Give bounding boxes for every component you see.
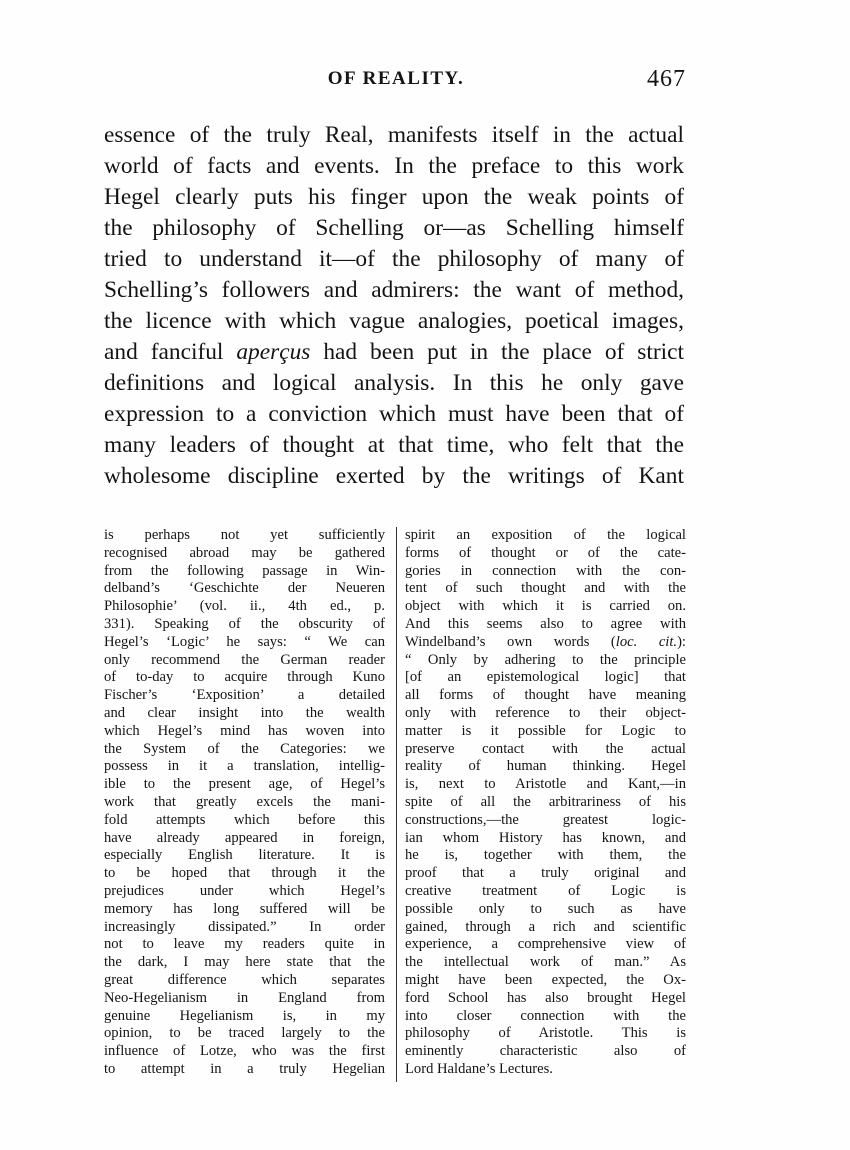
footnote-line: Hegel’s ‘Logic’ he says: “ We can [104, 633, 385, 650]
footnote-line: ible to the present age, of Hegel’s [104, 776, 385, 793]
body-line: definitions and logical analysis. In this he only gave [104, 370, 684, 396]
footnote-line: tent of such thought and with the [405, 580, 686, 597]
footnote-line: preserve contact with the actual [405, 740, 686, 757]
footnote-line: of to-day to acquire through Kuno [104, 669, 385, 686]
footnote-line: he is, together with them, the [405, 847, 686, 864]
page-number: 467 [647, 66, 686, 92]
footnote-line: especially English literature. It is [104, 847, 385, 864]
footnote-line: experience, a comprehensive view of [405, 936, 686, 953]
footnote-line: from the following passage in Win- [104, 562, 385, 579]
body-line: expression to a conviction which must have been that of [104, 401, 684, 427]
footnote-line: 331). Speaking of the obscurity of [104, 615, 385, 632]
footnote-line: is perhaps not yet sufficiently [104, 527, 385, 543]
footnote-line: proof that a truly original and [405, 865, 686, 882]
footnote [104, 527, 686, 1087]
footnote-line: opinion, to be traced largely to the [104, 1025, 385, 1042]
footnote-line: and clear insight into the wealth [104, 704, 385, 721]
footnote-line: increasingly dissipated.” In order [104, 918, 385, 935]
body-line: the licence with which vague analogies, poetical images, [104, 308, 684, 334]
footnote-line: the System of the Categories: we [104, 740, 385, 757]
footnote-line: to attempt in a truly Hegelian [104, 1060, 385, 1077]
footnote-line: all forms of thought have meaning [405, 687, 686, 704]
body-line: essence of the truly Real, manifests itself in the actual [104, 122, 684, 148]
main-text [104, 120, 684, 492]
footnote-line: eminently characteristic also of [405, 1043, 686, 1060]
running-head [100, 66, 692, 94]
footnote-line: spite of all the arbitrariness of his [405, 793, 686, 810]
body-line: Hegel clearly puts his finger upon the weak points of [104, 184, 684, 210]
footnote-line: great difference which separates [104, 971, 385, 988]
footnote-line: which Hegel’s mind has woven into [104, 722, 385, 739]
body-line: the philosophy of Schelling or—as Schelling himself [104, 215, 684, 241]
footnote-line: [of an epistemological logic] that [405, 669, 686, 686]
footnote-line: matter is it possible for Logic to [405, 722, 686, 739]
body-line: world of facts and events. In the preface to this work [104, 153, 684, 179]
footnote-line: And this seems also to agree with [405, 615, 686, 632]
footnote-line: Lord Haldane’s Lectures. [405, 1060, 553, 1077]
footnote-line: recognised abroad may be gathered [104, 544, 385, 561]
footnote-line: Philosophie’ (vol. ii., 4th ed., p. [104, 598, 385, 615]
footnote-line: spirit an exposition of the logical [405, 527, 686, 543]
footnote-column-left [104, 527, 385, 1079]
footnote-line: gained, through a rich and scientific [405, 918, 686, 935]
footnote-line: to be hoped that through it the [104, 865, 385, 882]
footnote-column-right [405, 527, 686, 1079]
footnote-line: creative treatment of Logic is [405, 882, 686, 899]
footnote-line: into closer connection with the [405, 1007, 686, 1024]
footnote-line: fold attempts which before this [104, 811, 385, 828]
footnote-line: delband’s ‘Geschichte der Neueren [104, 580, 385, 597]
body-line: tried to understand it—of the philosophy of many of [104, 246, 684, 272]
footnote-line: work that greatly excels the mani- [104, 793, 385, 810]
footnote-line: “ Only by adhering to the principle [405, 651, 686, 668]
footnote-line: the intellectual work of man.” As [405, 954, 686, 971]
footnote-line: ian whom History has known, and [405, 829, 686, 846]
footnote-line: object with which it is carried on. [405, 598, 686, 615]
footnote-line: Fischer’s ‘Exposition’ a detailed [104, 687, 385, 704]
body-line: and fanciful aperçus had been put in the place of strict [104, 339, 684, 365]
column-divider [396, 527, 397, 1082]
footnote-line: prejudices under which Hegel’s [104, 882, 385, 899]
footnote-line: possible only to such as have [405, 900, 686, 917]
footnote-line: might have been expected, the Ox- [405, 971, 686, 988]
footnote-line: is, next to Aristotle and Kant,—in [405, 776, 686, 793]
footnote-line: Windelband’s own words (loc. cit.): [405, 633, 686, 650]
body-line: wholesome discipline exerted by the writings of Kant [104, 463, 684, 489]
footnote-line: genuine Hegelianism is, in my [104, 1007, 385, 1024]
footnote-line: constructions,—the greatest logic- [405, 811, 686, 828]
footnote-line: Neo-Hegelianism in England from [104, 989, 385, 1006]
footnote-line: forms of thought or of the cate- [405, 544, 686, 561]
footnote-line: have already appeared in foreign, [104, 829, 385, 846]
footnote-line: not to leave my readers quite in [104, 936, 385, 953]
footnote-line: ford School has also brought Hegel [405, 989, 686, 1006]
footnote-line: only with reference to their object- [405, 704, 686, 721]
footnote-line: the dark, I may here state that the [104, 954, 385, 971]
footnote-line: memory has long suffered will be [104, 900, 385, 917]
footnote-line: reality of human thinking. Hegel [405, 758, 686, 775]
footnote-line: philosophy of Aristotle. This is [405, 1025, 686, 1042]
running-title: OF REALITY. [327, 68, 465, 89]
footnote-line: influence of Lotze, who was the first [104, 1043, 385, 1060]
body-line: Schelling’s followers and admirers: the want of method, [104, 277, 684, 303]
footnote-line: gories in connection with the con- [405, 562, 686, 579]
footnote-line: possess in it a translation, intellig- [104, 758, 385, 775]
body-line: many leaders of thought at that time, who felt that the [104, 432, 684, 458]
footnote-line: only recommend the German reader [104, 651, 385, 668]
